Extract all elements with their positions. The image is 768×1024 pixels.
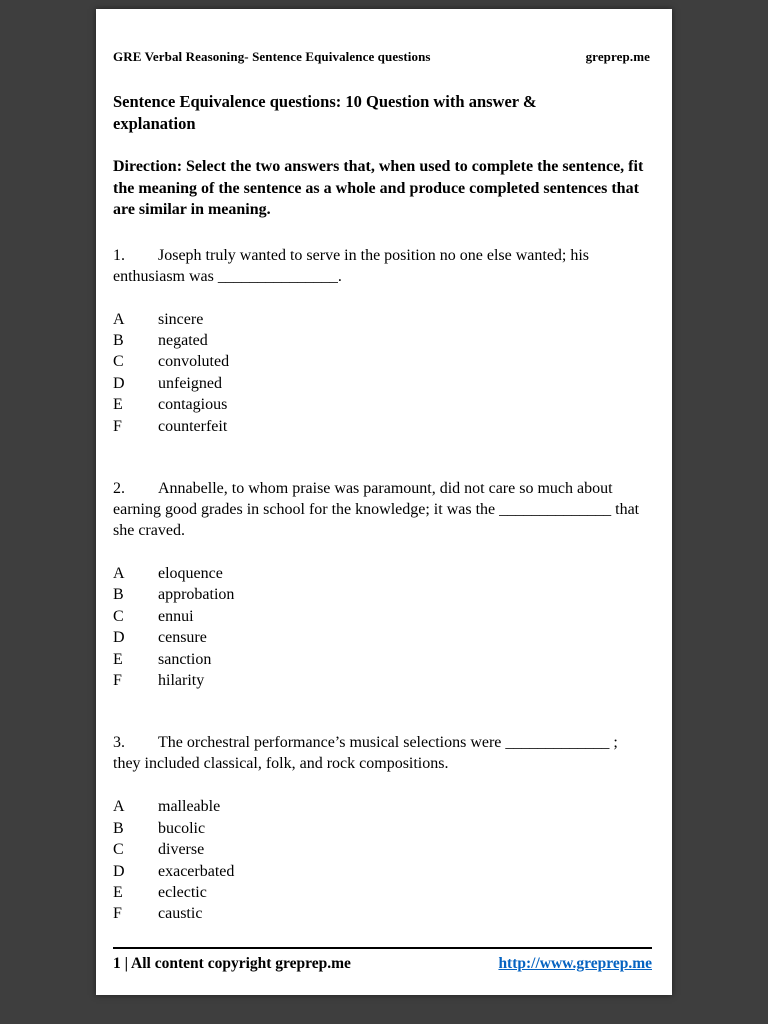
option-letter: C: [113, 841, 124, 859]
option-letter: F: [113, 905, 122, 923]
option-row: [113, 882, 650, 903]
option-row: [113, 796, 650, 817]
footer-site-link[interactable]: http://www.greprep.me: [498, 954, 652, 972]
option-text: bucolic: [158, 819, 206, 837]
option-row: [113, 903, 650, 924]
option-row: [113, 394, 650, 415]
document-title: Sentence Equivalence questions: 10 Question with answer & explanation: [113, 92, 537, 133]
option-text: hilarity: [158, 671, 205, 689]
question-2: [113, 478, 650, 691]
document-page: [96, 9, 672, 995]
option-letter: D: [113, 862, 125, 880]
option-letter: A: [113, 798, 125, 816]
question-1: [113, 245, 650, 437]
option-row: [113, 649, 650, 670]
option-letter: B: [113, 331, 124, 349]
option-text: approbation: [158, 586, 235, 604]
question-1-options: [113, 309, 650, 437]
question-3: [113, 732, 650, 924]
question-1-text: [113, 245, 648, 287]
option-row: [113, 373, 650, 394]
question-2-options: [113, 563, 650, 691]
question-body: Joseph truly wanted to serve in the position no one else wanted; his enthusiasm was _______________.: [113, 246, 590, 285]
option-row: [113, 606, 650, 627]
option-text: sanction: [158, 650, 212, 668]
question-3-text: [113, 732, 648, 774]
option-text: counterfeit: [158, 417, 228, 435]
option-row: [113, 330, 650, 351]
question-2-text: [113, 478, 648, 541]
option-letter: F: [113, 671, 122, 689]
option-letter: B: [113, 819, 124, 837]
option-text: unfeigned: [158, 374, 222, 392]
option-text: eclectic: [158, 884, 207, 901]
option-letter: B: [113, 586, 124, 604]
option-text: ennui: [158, 607, 194, 625]
header-site-name: greprep.me: [585, 49, 650, 64]
option-row: [113, 351, 650, 372]
option-row: [113, 818, 650, 839]
option-text: eloquence: [158, 564, 223, 582]
option-text: exacerbated: [158, 862, 235, 880]
option-text: negated: [158, 331, 208, 349]
option-letter: D: [113, 629, 125, 647]
option-letter: E: [113, 396, 123, 414]
option-row: [113, 416, 650, 437]
option-letter: A: [113, 310, 125, 328]
option-row: [113, 839, 650, 860]
option-letter: C: [113, 353, 124, 371]
page-header: [113, 49, 650, 65]
question-body: The orchestral performance’s musical selections were _____________ ; they included classical, folk, and rock compositions.: [113, 734, 618, 773]
question-body: Annabelle, to whom praise was paramount, did not care so much about earning good grades in school for the knowledge; it was the ______________ that she craved.: [113, 479, 640, 539]
option-text: sincere: [158, 310, 204, 328]
option-row: [113, 627, 650, 648]
page-footer: [113, 947, 652, 973]
option-text: censure: [158, 629, 207, 647]
option-text: diverse: [158, 841, 205, 859]
option-letter: E: [113, 650, 123, 668]
option-row: [113, 670, 650, 691]
option-row: [113, 584, 650, 605]
footer-copyright: 1 | All content copyright greprep.me: [113, 954, 351, 972]
option-row: [113, 861, 650, 882]
option-letter: E: [113, 884, 123, 901]
option-text: malleable: [158, 798, 221, 816]
question-number: 1.: [113, 246, 125, 264]
option-letter: D: [113, 374, 125, 392]
option-text: convoluted: [158, 353, 230, 371]
option-letter: C: [113, 607, 124, 625]
option-text: caustic: [158, 905, 203, 923]
direction-text: Direction: Select the two answers that, when used to complete the sentence, fit the meaning of the sentence as a whole and produce completed sentences that are similar in meaning.: [113, 158, 644, 218]
option-letter: A: [113, 564, 125, 582]
option-row: [113, 309, 650, 330]
header-document-title: GRE Verbal Reasoning- Sentence Equivalence questions: [113, 49, 431, 64]
question-3-options: [113, 796, 650, 924]
question-number: 3.: [113, 734, 125, 752]
option-letter: F: [113, 417, 122, 435]
option-row: [113, 563, 650, 584]
option-text: contagious: [158, 396, 228, 414]
question-number: 2.: [113, 479, 125, 497]
